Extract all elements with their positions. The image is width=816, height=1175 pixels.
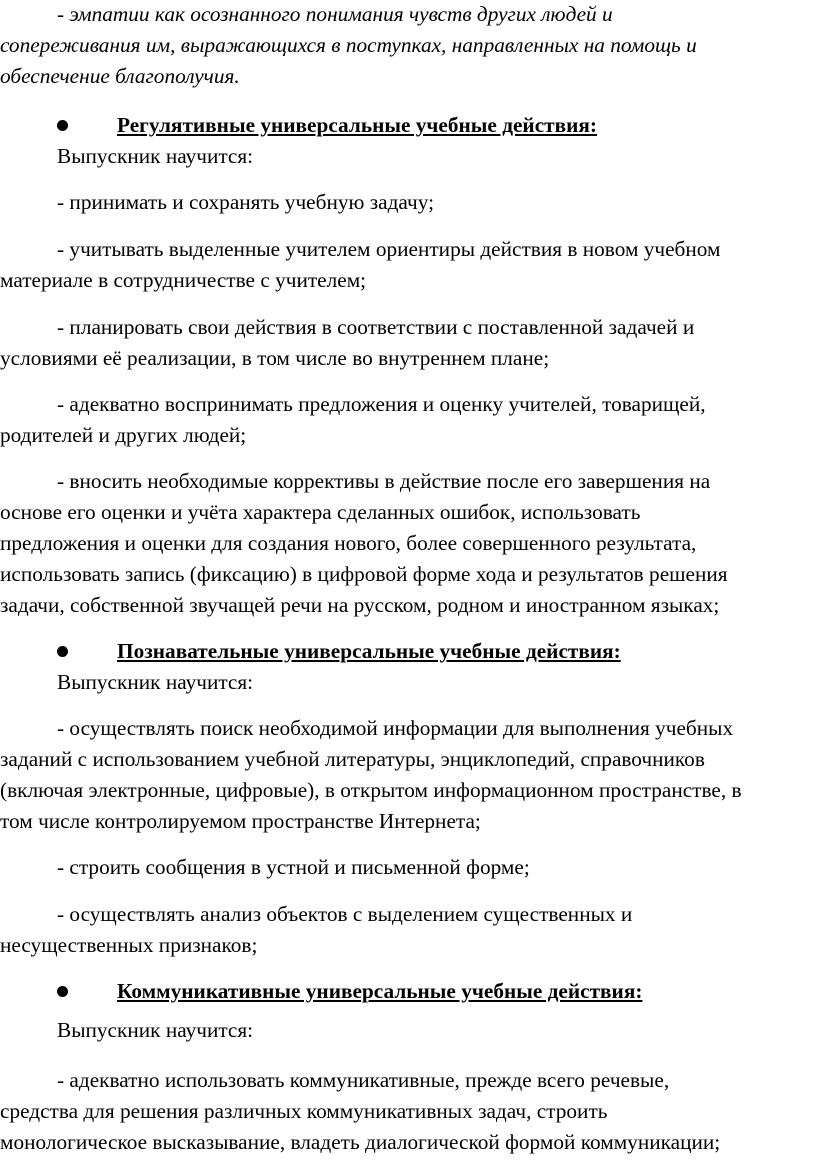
list-item: - осуществлять поиск необходимой информации для выполнения учебных: [57, 716, 734, 740]
section-heading-communicative: Коммуникативные универсальные учебные действия:: [117, 979, 643, 1003]
list-item: - принимать и сохранять учебную задачу;: [57, 190, 435, 214]
section-heading-regulatory: Регулятивные универсальные учебные действия:: [117, 113, 598, 137]
list-item-continuation: предложения и оценки для создания нового, более совершенного результата,: [0, 531, 697, 555]
list-item-continuation: основе его оценки и учёта характера сделанных ошибок, использовать: [0, 500, 641, 524]
list-item-continuation: условиями её реализации, в том числе во внутреннем плане;: [0, 346, 550, 370]
section-lead: Выпускник научится:: [57, 144, 254, 168]
list-item: - осуществлять анализ объектов с выделением существенных и: [57, 902, 633, 926]
bullet-icon: [57, 986, 68, 997]
list-item-continuation: материале в сотрудничестве с учителем;: [0, 268, 367, 292]
section-lead: Выпускник научится:: [57, 670, 254, 694]
list-item-continuation: (включая электронные, цифровые), в открытом информационном пространстве, в: [0, 778, 742, 802]
list-item-continuation: средства для решения различных коммуникативных задач, строить: [0, 1099, 608, 1123]
list-item-continuation: том числе контролируемом пространстве Интернета;: [0, 809, 481, 833]
list-item: - адекватно воспринимать предложения и оценку учителей, товарищей,: [57, 392, 706, 416]
list-item-continuation: несущественных признаков;: [0, 933, 258, 957]
intro-line: обеспечение благополучия.: [0, 64, 240, 88]
list-item: - планировать свои действия в соответствии с поставленной задачей и: [57, 315, 695, 339]
intro-line: сопереживания им, выражающихся в поступках, направленных на помощь и: [0, 33, 697, 57]
list-item: - учитывать выделенные учителем ориентиры действия в новом учебном: [57, 237, 721, 261]
list-item-continuation: использовать запись (фиксацию) в цифровой форме хода и результатов решения: [0, 562, 728, 586]
list-item: - адекватно использовать коммуникативные, прежде всего речевые,: [57, 1068, 670, 1092]
list-item-continuation: заданий с использованием учебной литературы, энциклопедий, справочников: [0, 747, 705, 771]
bullet-icon: [57, 120, 68, 131]
list-item-continuation: задачи, собственной звучащей речи на русском, родном и иностранном языках;: [0, 593, 720, 617]
list-item: - строить сообщения в устной и письменной форме;: [57, 855, 530, 879]
section-lead: Выпускник научится:: [57, 1018, 254, 1042]
bullet-icon: [57, 646, 68, 657]
list-item-continuation: родителей и других людей;: [0, 423, 247, 447]
intro-line: - эмпатии как осознанного понимания чувств других людей и: [57, 2, 613, 26]
list-item-continuation: монологическое высказывание, владеть диалогической формой коммуникации;: [0, 1130, 721, 1154]
section-heading-cognitive: Познавательные универсальные учебные действия:: [117, 639, 621, 663]
list-item: - вносить необходимые коррективы в действие после его завершения на: [57, 469, 711, 493]
